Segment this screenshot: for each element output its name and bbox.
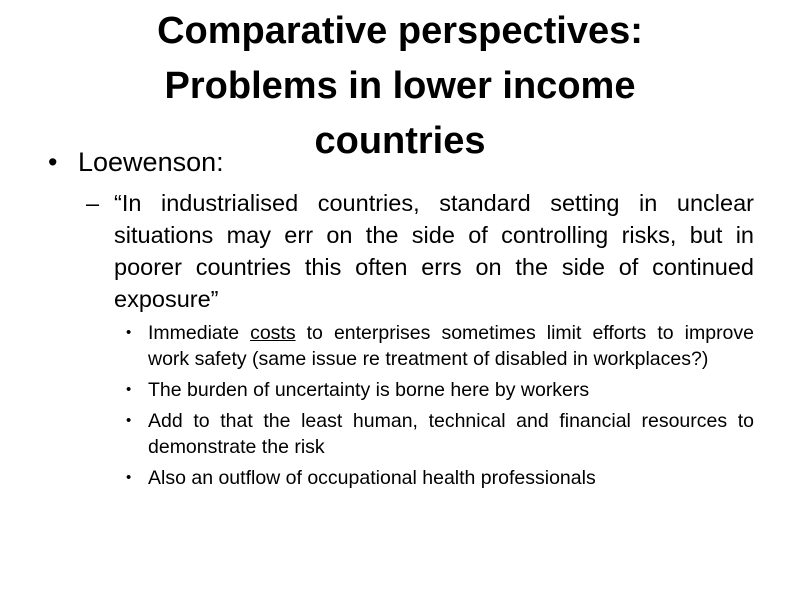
sub-bullet-dot-icon: • — [126, 381, 132, 398]
sub-bullet-text-prefix: Immediate — [148, 322, 251, 344]
bullet-loewenson-text: Loewenson: — [78, 147, 224, 177]
quote-item — [86, 187, 754, 315]
quote-text: “In industrialised countries, standard setting in unclear situations may err on the side of controlling risks, but in poorer countries this often errs on the side of continued exposure” — [114, 190, 754, 312]
dash-icon: – — [86, 190, 100, 216]
sub-bullet-dot-icon: • — [126, 469, 132, 486]
sub-bullet-uncertainty — [126, 377, 754, 403]
sub-bullet-text: Also an outflow of occupational health professionals — [148, 467, 596, 489]
sub-bullet-list — [126, 320, 754, 491]
slide-body — [48, 145, 754, 496]
sub-bullet-dot-icon: • — [126, 412, 132, 429]
title-line-3: countries — [314, 120, 486, 162]
sub-bullet-costs — [126, 320, 754, 372]
sub-bullet-text-suffix: to enterprises sometimes limit efforts to improve work safety (same issue re treatment of disabled in workplaces?) — [148, 322, 754, 370]
bullet-loewenson — [48, 145, 754, 179]
sub-bullet-dot-icon: • — [126, 324, 132, 341]
sub-bullet-outflow — [126, 465, 754, 491]
title-line-1: Comparative perspectives: — [157, 10, 643, 52]
sub-bullet-text: The burden of uncertainty is borne here by workers — [148, 379, 590, 401]
title-line-2: Problems in lower income — [164, 65, 636, 107]
sub-bullet-resources — [126, 408, 754, 460]
sub-bullet-text: Add to that the least human, technical and financial resources to demonstrate the risk — [148, 410, 754, 458]
bullet-dot-icon: • — [48, 147, 58, 177]
underlined-costs: costs — [250, 322, 296, 344]
